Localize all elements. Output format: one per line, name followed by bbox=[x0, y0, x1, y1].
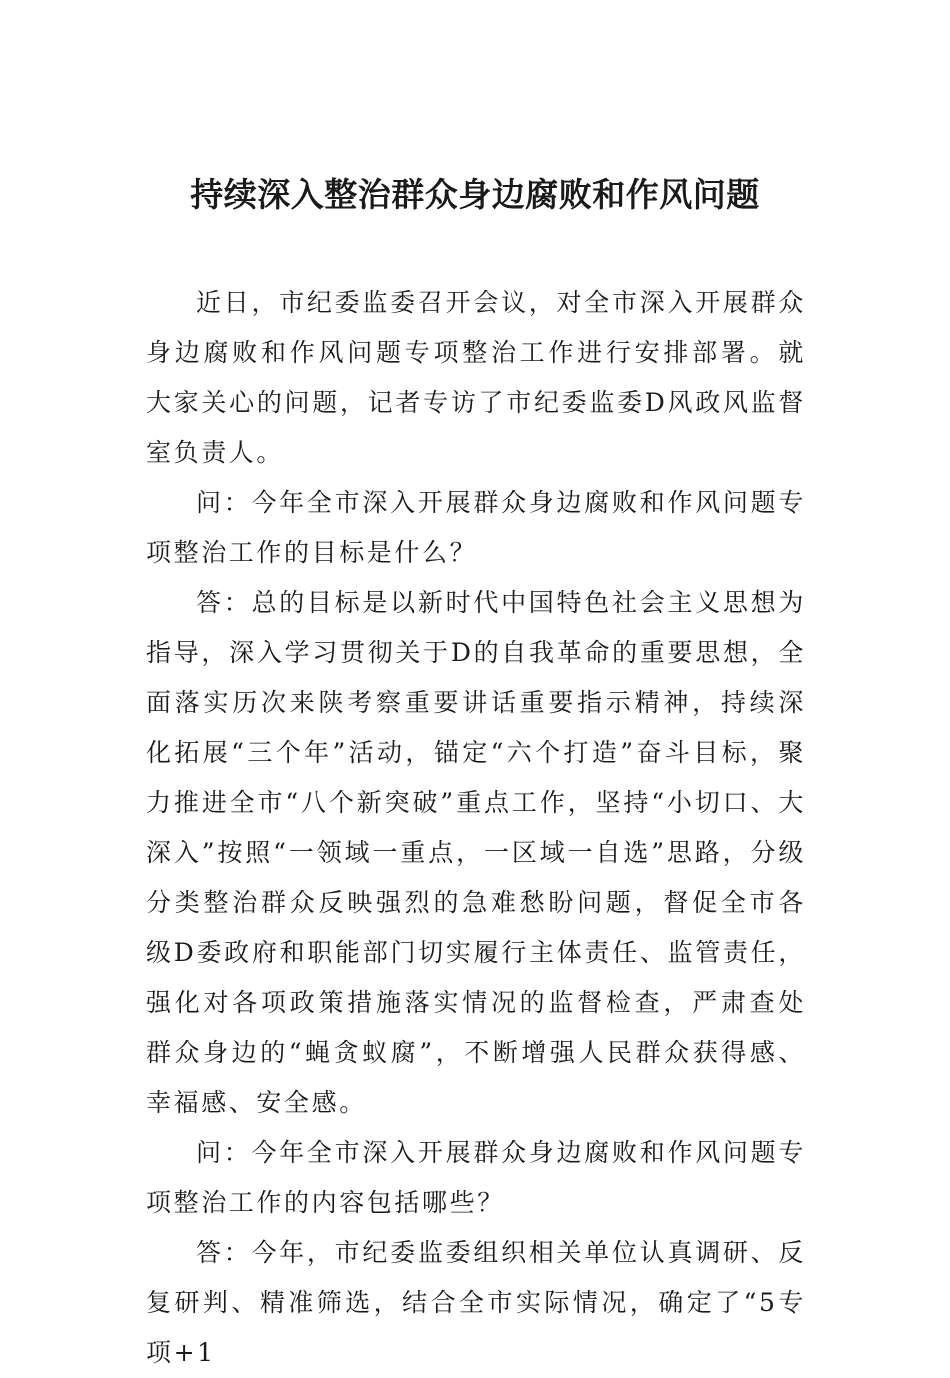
paragraph-intro: 近日，市纪委监委召开会议，对全市深入开展群众身边腐败和作风问题专项整治工作进行安排部署。就大家关心的问题，记者专访了市纪委监委D风政风监督室负责人。 bbox=[146, 288, 806, 467]
paragraph-question-1: 问：今年全市深入开展群众身边腐败和作风问题专项整治工作的目标是什么？ bbox=[146, 488, 806, 567]
paragraph-answer-2: 答：今年，市纪委监委组织相关单位认真调研、反复研判、精准筛选，结合全市实际情况，确定了“5专项+1 bbox=[146, 1238, 806, 1367]
document-body bbox=[146, 278, 806, 1378]
paragraph-question-2: 问：今年全市深入开展群众身边腐败和作风问题专项整治工作的内容包括哪些？ bbox=[146, 1138, 806, 1217]
paragraph-answer-1: 答：总的目标是以新时代中国特色社会主义思想为指导，深入学习贯彻关于D的自我革命的重要思想，全面落实历次来陕考察重要讲话重要指示精神，持续深化拓展“三个年”活动，锚定“六个打造”奋斗目标，聚力推进全市“八个新突破”重点工作，坚持“小切口、大深入”按照“一领域一重点，一区域一自选”思路，分级分类整治群众反映强烈的急难愁盼问题，督促全市各级D委政府和职能部门切实履行主体责任、监管责任，强化对各项政策措施落实情况的监督检查，严肃查处群众身边的“蝇贪蚁腐”，不断增强人民群众获得感、幸福感、安全感。 bbox=[146, 588, 806, 1117]
document-title: 持续深入整治群众身边腐败和作风问题 bbox=[190, 175, 760, 214]
